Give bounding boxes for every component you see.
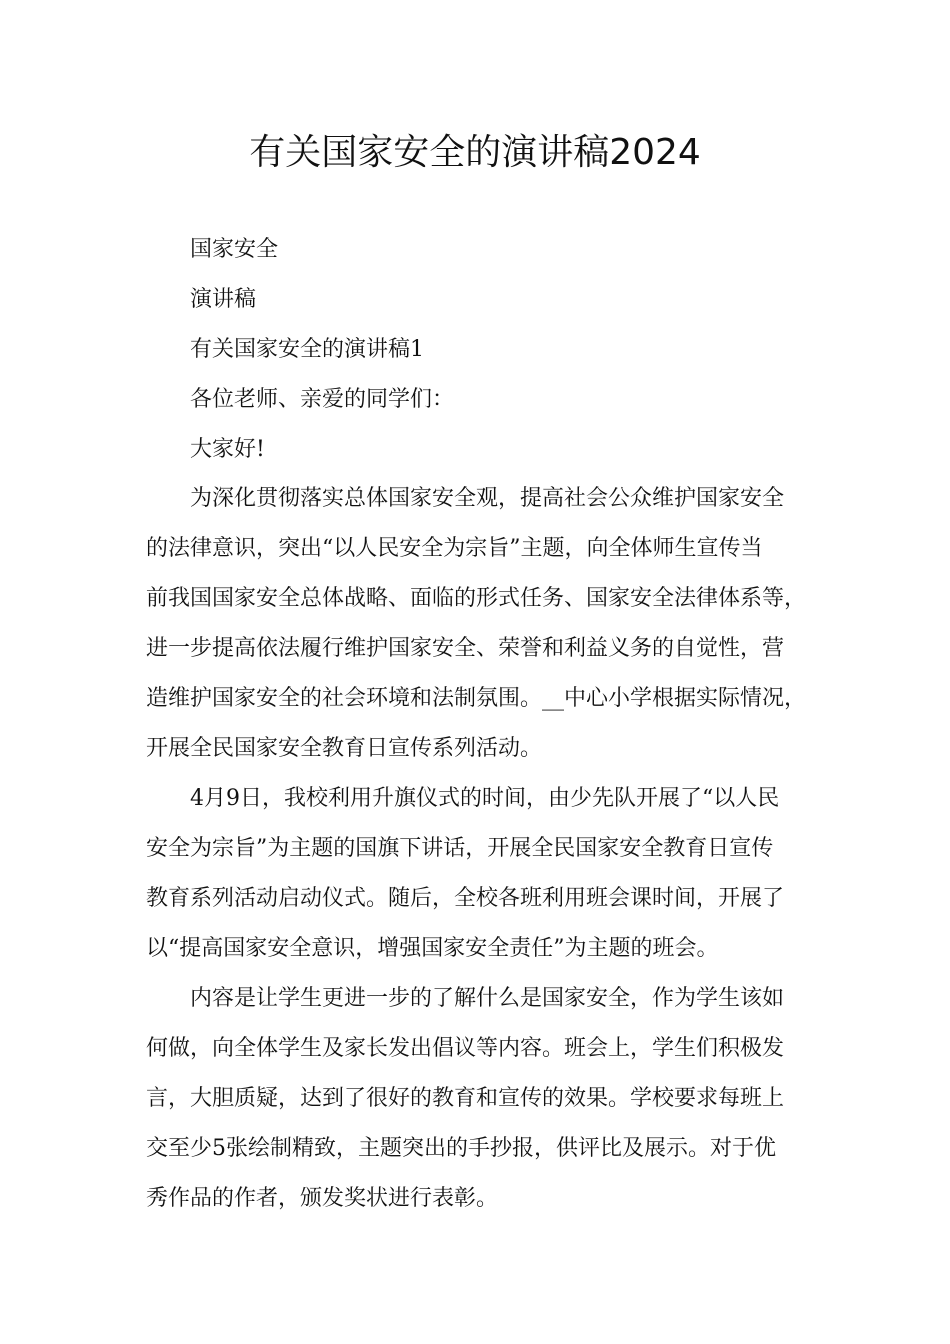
paragraph-line: 内容是让学生更进一步的了解什么是国家安全，作为学生该如	[190, 986, 785, 1011]
paragraph-line: 教育系列活动启动仪式。随后，全校各班利用班会课时间，开展了	[146, 886, 785, 911]
paragraph-line: 何做，向全体学生及家长发出倡议等内容。班会上，学生们积极发	[146, 1036, 785, 1061]
paragraph-line: 4月9日，我校利用升旗仪式的时间，由少先队开展了“以人民	[190, 786, 780, 811]
text-line-national-security: 国家安全	[190, 237, 279, 262]
paragraph-line: 交至少5张绘制精致，主题突出的手抄报，供评比及展示。对于优	[146, 1136, 776, 1161]
document-title: 有关国家安全的演讲稿2024	[249, 132, 701, 173]
salutation: 各位老师、亲爱的同学们：	[190, 387, 455, 412]
paragraph-line: 言，大胆质疑，达到了很好的教育和宣传的效果。学校要求每班上	[146, 1086, 785, 1111]
paragraph-1	[146, 474, 826, 774]
paragraph-line: 开展全民国家安全教育日宣传系列活动。	[146, 736, 543, 761]
speech-heading: 有关国家安全的演讲稿1	[190, 337, 424, 362]
paragraph-line: 进一步提高依法履行维护国家安全、荣誉和利益义务的自觉性，营	[146, 636, 785, 661]
paragraph-line: 的法律意识，突出“以人民安全为宗旨”主题，向全体师生宣传当	[146, 536, 763, 561]
paragraph-line: 前我国国家安全总体战略、面临的形式任务、国家安全法律体系等，	[146, 586, 807, 611]
paragraph-line: 秀作品的作者，颁发奖状进行表彰。	[146, 1186, 499, 1211]
paragraph-line: 以“提高国家安全意识，增强国家安全责任”为主题的班会。	[146, 936, 719, 961]
paragraph-line: 安全为宗旨”为主题的国旗下讲话，开展全民国家安全教育日宣传	[146, 836, 774, 861]
paragraph-line: 为深化贯彻落实总体国家安全观，提高社会公众维护国家安全	[190, 486, 785, 511]
greeting: 大家好!	[190, 437, 265, 462]
paragraph-3	[146, 974, 826, 1224]
paragraph-line: 造维护国家安全的社会环境和法制氛围。__中心小学根据实际情况，	[146, 686, 807, 711]
text-line-speech: 演讲稿	[190, 287, 257, 312]
paragraph-2	[146, 774, 826, 974]
